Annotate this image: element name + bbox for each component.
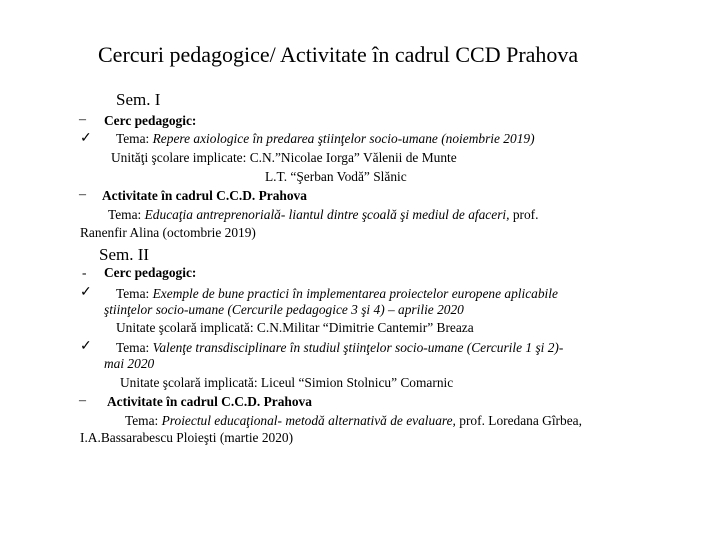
hyphen-bullet-icon: - xyxy=(82,265,87,280)
tema-text: Valenţe transdisciplinare în studiul ştiinţelor socio-umane (Cercurile 1 şi 2)- xyxy=(152,340,564,355)
sem1-activity-line2: Ranenfir Alina (octombrie 2019) xyxy=(80,225,256,240)
tema-label: Tema: xyxy=(116,131,153,146)
checkmark-icon: ✓ xyxy=(80,339,92,354)
checkmark-icon: ✓ xyxy=(80,285,92,300)
sem2-tema1-line2: ştiinţelor socio-umane (Cercurile pedagogice 3 şi 4) – aprilie 2020 xyxy=(104,302,464,317)
dash-bullet-icon: – xyxy=(79,187,86,202)
sem2-activity-label: Activitate în cadrul C.C.D. Prahova xyxy=(107,394,312,409)
sem1-tema xyxy=(116,132,535,145)
sem1-circle-label: Cerc pedagogic: xyxy=(104,113,197,128)
sem2-circle-label: Cerc pedagogic: xyxy=(104,265,197,280)
tema-label: Tema: xyxy=(116,286,153,301)
tema-author: prof. xyxy=(509,207,539,222)
tema-text: Exemple de bune practici în implementarea proiectelor europene aplicabile xyxy=(152,286,558,301)
checkmark-icon: ✓ xyxy=(80,131,92,146)
page-title: Cercuri pedagogice/ Activitate în cadrul CCD Prahova xyxy=(98,42,579,67)
tema-author: prof. Loredana Gîrbea, xyxy=(455,413,582,428)
sem1-heading: Sem. I xyxy=(116,90,161,109)
tema-label: Tema: xyxy=(125,413,162,428)
sem2-activity-line2: I.A.Bassarabescu Ploieşti (martie 2020) xyxy=(80,430,294,445)
tema-label: Tema: xyxy=(108,207,145,222)
sem1-units-line1: Unităţi şcolare implicate: C.N.”Nicolae Iorga” Vălenii de Munte xyxy=(111,150,457,165)
sem2-unit2: Unitate şcolară implicată: Liceul “Simion Stolnicu” Comarnic xyxy=(120,375,454,390)
sem2-activity-tema xyxy=(125,414,582,427)
tema-text: Educaţia antreprenorială- liantul dintre şcoală şi mediul de afaceri, xyxy=(144,207,510,222)
sem2-heading: Sem. II xyxy=(99,245,150,264)
dash-bullet-icon: – xyxy=(79,112,86,127)
tema-text: Repere axiologice în predarea ştiinţelor socio-umane (noiembrie 2019) xyxy=(152,131,535,146)
tema-text: Proiectul educaţional- metodă alternativă de evaluare, xyxy=(161,413,456,428)
sem1-activity-tema xyxy=(108,208,539,221)
sem1-activity-label: Activitate în cadrul C.C.D. Prahova xyxy=(102,188,307,203)
sem2-unit1: Unitate şcolară implicată: C.N.Militar “Dimitrie Cantemir” Breaza xyxy=(116,320,474,335)
sem2-tema2-line2: mai 2020 xyxy=(104,356,155,371)
dash-bullet-icon: – xyxy=(79,393,86,408)
sem2-tema2-line1 xyxy=(116,341,563,354)
sem1-units-line2: L.T. “Şerban Vodă” Slănic xyxy=(265,169,407,184)
sem2-tema1-line1 xyxy=(116,287,558,300)
tema-label: Tema: xyxy=(116,340,153,355)
